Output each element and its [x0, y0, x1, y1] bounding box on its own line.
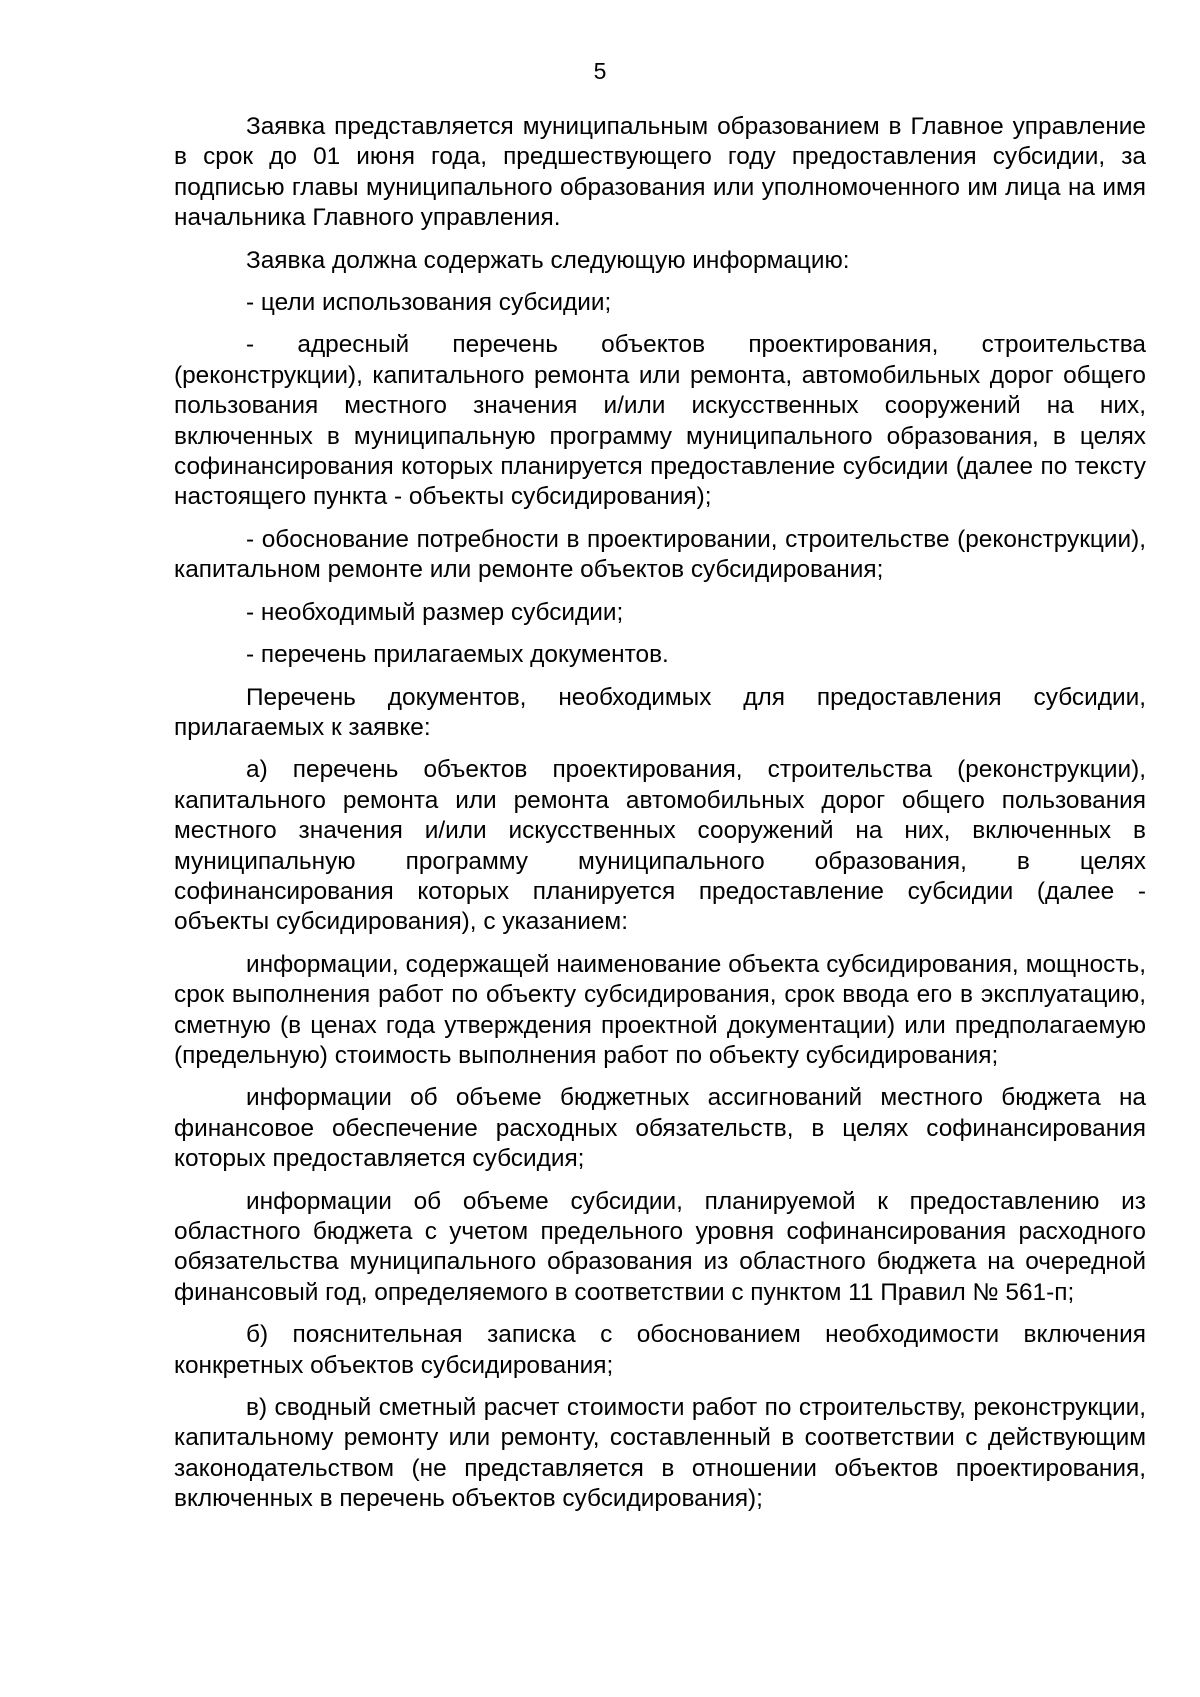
item-b-explanatory-note: б) пояснительная записка с обоснованием необходимости включения конкретных объектов субсидирования;	[174, 1321, 1146, 1379]
list-item-purpose: - цели использования субсидии;	[246, 289, 612, 317]
paragraph-object-information: информации, содержащей наименование объекта субсидирования, мощность, срок выполнения работ по объекту субсидирования, срок ввода его в эксплуатацию, сметную (в ценах года утверждения проектной документации) или предполагаемую (предельную) стоимость выполнения работ по объекту субсидирования;	[174, 950, 1146, 1069]
item-v-cost-estimate: в) сводный сметный расчет стоимости работ по строительству, реконструкции, капитальному ремонту или ремонту, составленный в соответствии с действующим законодательством (не представляется в отношении объектов проектирования, включенных в перечень объектов субсидирования);	[174, 1394, 1146, 1513]
list-item-justification: - обоснование потребности в проектировании, строительстве (реконструкции), капитальном ремонте или ремонте объектов субсидирования;	[174, 525, 1146, 584]
list-item-address-list: - адресный перечень объектов проектирования, строительства (реконструкции), капитального ремонта или ремонта, автомобильных дорог общего пользования местного значения и/или искусственных сооружений на них, включенных в муниципальную программу муниципального образования, в целях софинансирования которых планируется предоставление субсидии (далее по тексту настоящего пункта - объекты субсидирования);	[174, 331, 1146, 511]
paragraph-subsidy-volume: информации об объеме субсидии, планируемой к предоставлению из областного бюджета с учетом предельного уровня софинансирования расходного обязательства муниципального образования из областного бюджета на очередной финансовый год, определяемого в соответствии с пунктом 11 Правил № 561-п;	[174, 1187, 1146, 1306]
item-a-objects-list: а) перечень объектов проектирования, строительства (реконструкции), капитального ремонта или ремонта автомобильных дорог общего пользования местного значения и/или искусственных сооружений на них, включенных в муниципальную программу муниципального образования, в целях софинансирования которых планируется предоставление субсидии (далее - объекты субсидирования), с указанием:	[174, 756, 1146, 936]
paragraph-application-contents: Заявка должна содержать следующую информацию:	[246, 246, 850, 274]
document-body	[174, 112, 1146, 1527]
list-item-subsidy-amount: - необходимый размер субсидии;	[246, 598, 624, 626]
paragraph-application-submission: Заявка представляется муниципальным образованием в Главное управление в срок до 01 июня года, предшествующего году предоставления субсидии, за подписью главы муниципального образования или уполномоченного им лица на имя начальника Главного управления.	[174, 113, 1146, 232]
paragraph-budget-allocations: информации об объеме бюджетных ассигнований местного бюджета на финансовое обеспечение расходных обязательств, в целях софинансирования которых предоставляется субсидия;	[174, 1084, 1146, 1173]
list-item-attached-documents: - перечень прилагаемых документов.	[246, 641, 669, 669]
page-number: 5	[593, 58, 607, 84]
paragraph-documents-list: Перечень документов, необходимых для предоставления субсидии, прилагаемых к заявке:	[174, 683, 1146, 741]
